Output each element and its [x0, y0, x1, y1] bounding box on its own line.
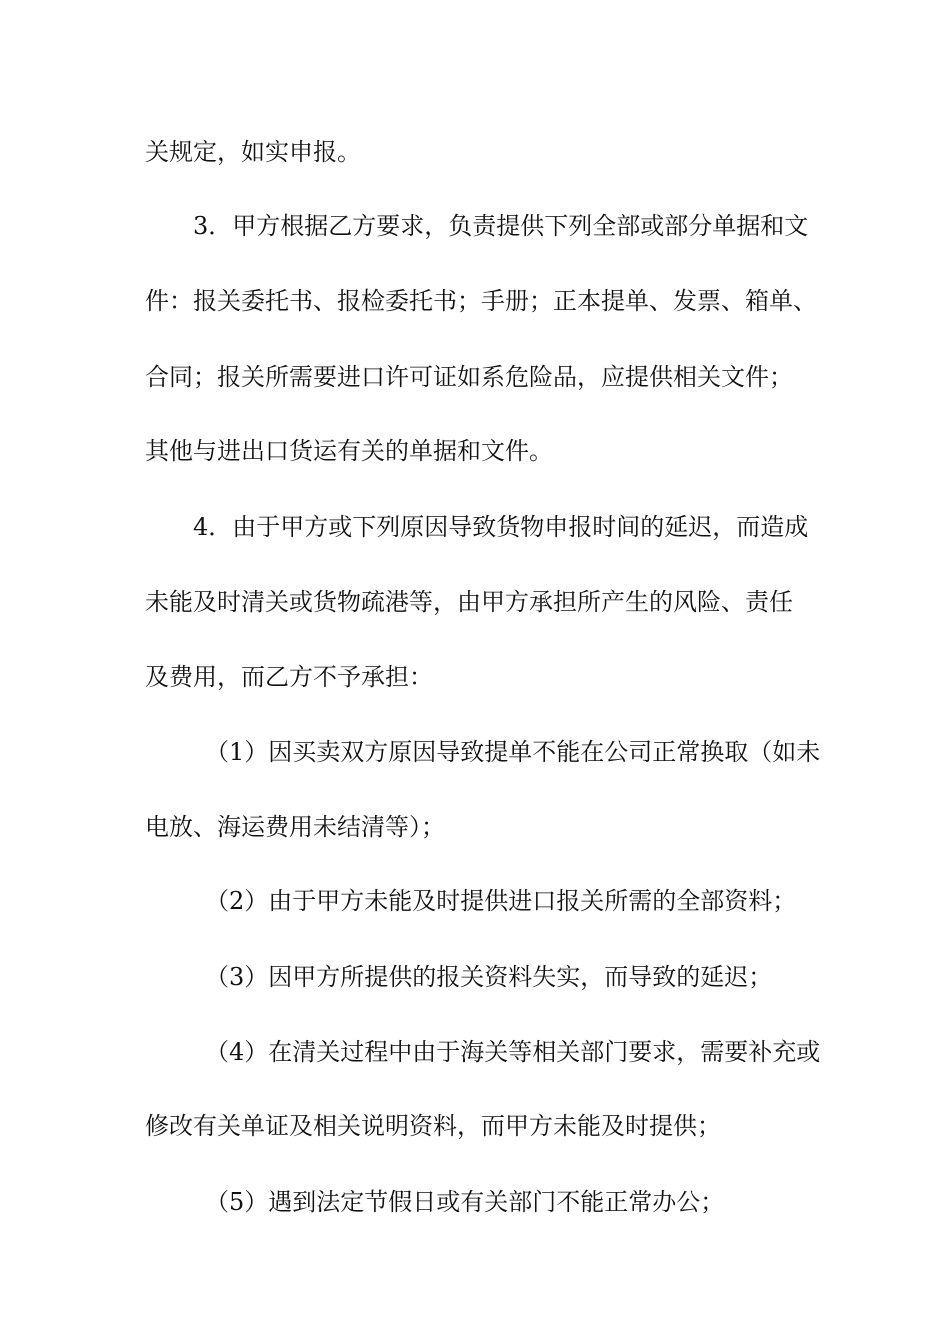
clause-4-line: 4．由于甲方或下列原因导致货物申报时间的延迟，而造成 [193, 513, 809, 541]
item-2-line: （2）由于甲方未能及时提供进口报关所需的全部资料； [205, 887, 797, 915]
text-line: 修改有关单证及相关说明资料，而甲方未能及时提供； [145, 1112, 721, 1140]
text-line: 关规定，如实申报。 [145, 138, 361, 166]
item-3-line: （3）因甲方所提供的报关资料失实，而导致的延迟； [205, 963, 773, 991]
item-5-line: （5）遇到法定节假日或有关部门不能正常办公； [205, 1188, 725, 1216]
text-line: 其他与进出口货运有关的单据和文件。 [145, 437, 553, 465]
clause-3-line: 3．甲方根据乙方要求，负责提供下列全部或部分单据和文 [193, 212, 809, 240]
item-4-line: （4）在清关过程中由于海关等相关部门要求，需要补充或 [205, 1038, 821, 1066]
text-line: 及费用，而乙方不予承担： [145, 663, 433, 691]
text-line: 电放、海运费用未结清等）； [145, 813, 445, 841]
text-line: 未能及时清关或货物疏港等，由甲方承担所产生的风险、责任 [145, 588, 793, 616]
text-line: 合同；报关所需要进口许可证如系危险品，应提供相关文件； [145, 363, 793, 391]
text-line: 件：报关委托书、报检委托书；手册；正本提单、发票、箱单、 [145, 287, 817, 315]
item-1-line: （1）因买卖双方原因导致提单不能在公司正常换取（如未 [205, 738, 821, 766]
